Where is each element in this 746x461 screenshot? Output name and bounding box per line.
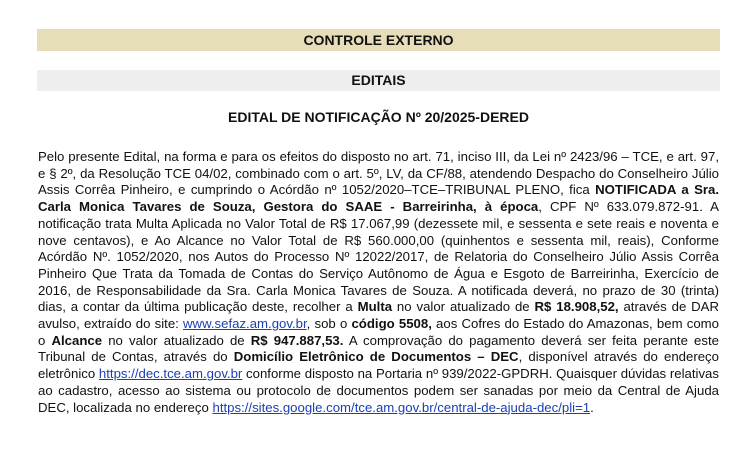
- body-text-segment: A comprovação do pagamento deverá ser feita perante este Tribunal de Contas, através do: [38, 332, 719, 365]
- body-text-segment: conforme disposto na Portaria nº 939/2022-GPDRH. Quaisquer dúvidas relativas ao cadastro, acesso ao sistema ou protocolo de documentos podem ser sanadas por meio da Central de Ajuda DEC, localizada no endereço: [38, 366, 719, 415]
- body-text-segment: .: [590, 399, 594, 415]
- body-text-segment: , disponível através do endereço eletrônico: [38, 349, 719, 382]
- body-text-segment: , CPF Nº 633.079.872-91. A notificação trata Multa Aplicada no Valor Total de R$ 17.067,99 (dezessete mil, e sessenta e sete reais e noventa e nove centavos), e Ao Alcance no Valor Total de R$ 560.000,00 (quinhentos e sessenta mil, reais), Conforme Acórdão Nº. 1052/2020, nos Autos do Processo Nº 12022/2017, de Relatoria do Conselheiro Júlio Assis Corrêa Pinheiro Que Trata da Tomada de Contas do Serviço Autônomo de Água e Esgoto de Barreirinha, Exercício de 2016, de Responsabilidade da Sra. Carla Monica Tavares de Souza. A notificada deverá, no prazo de 30 (trinta) dias, a contar da última publicação deste, recolher a: [38, 199, 719, 315]
- body-bold-segment: R$ 947.887,53.: [250, 332, 344, 348]
- subsection-header: EDITAIS: [37, 70, 720, 91]
- body-text-segment: no valor atualizado de: [102, 332, 251, 348]
- sefaz-link[interactable]: www.sefaz.am.gov.br: [183, 316, 307, 332]
- edital-body: [38, 149, 719, 416]
- dec-link[interactable]: https://dec.tce.am.gov.br: [98, 366, 243, 382]
- body-bold-segment: Alcance: [51, 332, 103, 348]
- help-center-link[interactable]: https://sites.google.com/tce.am.gov.br/central-de-ajuda-dec/pli=1: [212, 399, 591, 415]
- body-bold-segment: Domicílio Eletrônico de Documentos – DEC: [233, 349, 519, 365]
- body-text-segment: no valor atualizado de: [392, 299, 535, 315]
- body-bold-segment: R$ 18.908,52,: [534, 299, 619, 315]
- body-bold-segment: NOTIFICADA a Sra. Carla Monica Tavares de Souza, Gestora do SAAE - Barreirinha, à época: [38, 182, 720, 215]
- body-bold-segment: código 5508,: [351, 316, 432, 332]
- body-text-segment: através de DAR avulso, extraído do site:: [38, 299, 720, 332]
- body-text-segment: Pelo presente Edital, na forma e para os efeitos do disposto no art. 71, inciso III, da Lei nº 2423/96 – TCE, e art. 97, e § 2º, da Resolução TCE 04/02, combinado com o art. 5º, LV, da CF/88, atendendo Despacho do Conselheiro Júlio Assis Corrêa Pinheiro, e cumprindo o Acórdão nº 1052/2020–TCE–TRIBUNAL PLENO, fica: [38, 149, 719, 198]
- body-text-segment: aos Cofres do Estado do Amazonas, bem como o: [38, 316, 719, 348]
- edital-title: EDITAL DE NOTIFICAÇÃO Nº 20/2025-DERED: [228, 109, 529, 125]
- section-header: CONTROLE EXTERNO: [37, 29, 720, 51]
- body-text-segment: , sob o: [306, 316, 352, 332]
- body-bold-segment: Multa: [357, 299, 393, 315]
